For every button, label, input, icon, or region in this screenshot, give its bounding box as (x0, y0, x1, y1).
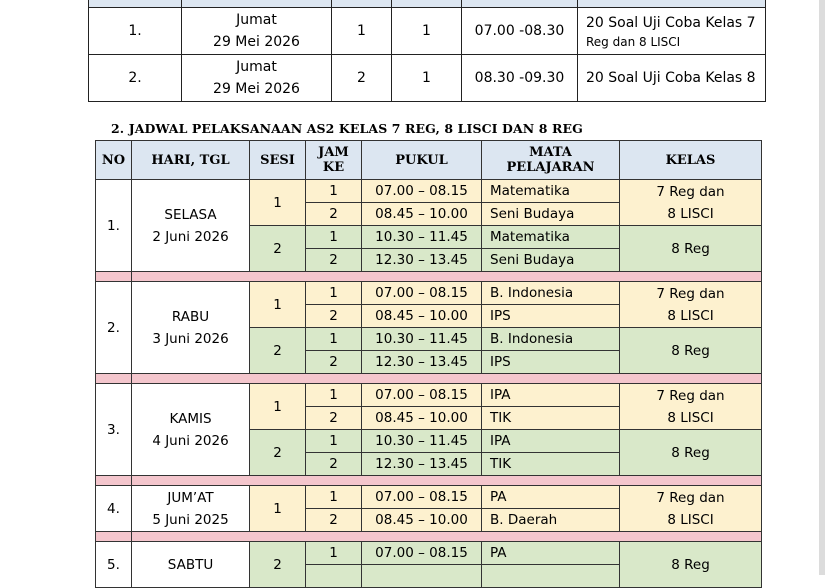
cell-kelas (620, 226, 762, 272)
cell-kelas (620, 486, 762, 532)
table-row (96, 282, 762, 305)
hari-date: 4 Juni 2026 (152, 432, 229, 449)
mapel-line: 20 Soal Uji Coba Kelas 7 (586, 15, 756, 31)
cell-pukul: 07.00 – 08.15 (362, 384, 482, 407)
hari-date: 2 Juni 2026 (152, 228, 229, 245)
header-pukul: PUKUL (362, 141, 482, 180)
top-schedule-table (88, 0, 766, 102)
tgl-line: 29 Mei 2026 (213, 34, 300, 50)
cell-pukul: 10.30 – 11.45 (362, 430, 482, 453)
table-row (89, 55, 766, 102)
cell-pukul: 12.30 – 13.45 (362, 453, 482, 476)
cell-kelas (620, 542, 762, 588)
kelas-line: 7 Reg dan (656, 387, 725, 404)
separator-cell (96, 532, 132, 542)
cell-no: 3. (96, 384, 132, 476)
hari-line: Jumat (236, 12, 277, 28)
tgl-line: 29 Mei 2026 (213, 81, 300, 97)
kelas-line: 8 Reg (671, 240, 710, 257)
cell-sesi: 2 (332, 55, 392, 102)
cell-jam: 1 (392, 8, 462, 55)
cell-mapel: TIK (482, 453, 620, 476)
kelas-line: 8 Reg (671, 556, 710, 573)
cell-jam: 2 (306, 351, 362, 374)
cell-sesi: 1 (250, 180, 306, 226)
cell-pukul: 12.30 – 13.45 (362, 249, 482, 272)
cell-pukul: 08.45 – 10.00 (362, 509, 482, 532)
header-mapel (482, 141, 620, 180)
cell-mapel: IPS (482, 351, 620, 374)
cell-kelas (620, 328, 762, 374)
cell-mapel: Seni Budaya (482, 249, 620, 272)
cell-jam (306, 565, 362, 588)
cell-mapel: PA (482, 542, 620, 565)
kelas-line: 8 LISCI (667, 307, 714, 324)
cell-mapel: TIK (482, 407, 620, 430)
kelas-line: 7 Reg dan (656, 183, 725, 200)
cell-jam: 2 (306, 203, 362, 226)
table-row (96, 180, 762, 203)
kelas-line: 8 Reg (671, 444, 710, 461)
cell-mapel: Seni Budaya (482, 203, 620, 226)
cell-pukul: 07.00 – 08.15 (362, 486, 482, 509)
cell-jam: 2 (306, 305, 362, 328)
hari-name: SELASA (164, 206, 217, 223)
cell-jam: 1 (306, 282, 362, 305)
separator-cell (132, 532, 762, 542)
cell-mapel: PA (482, 486, 620, 509)
cell-hari (132, 282, 250, 374)
day-separator-row (96, 272, 762, 282)
cell-mapel (482, 565, 620, 588)
kelas-line: 8 LISCI (667, 511, 714, 528)
cell-jam: 1 (306, 384, 362, 407)
separator-cell (96, 374, 132, 384)
hari-name: RABU (171, 308, 210, 325)
hari-date: 5 Juni 2025 (152, 511, 229, 528)
cell-pukul: 08.45 – 10.00 (362, 203, 482, 226)
top-table-header-row (89, 0, 766, 8)
header-kelas: KELAS (620, 141, 762, 180)
kelas-line: 8 Reg (671, 342, 710, 359)
header-jam-line: JAM (318, 145, 349, 160)
cell-jam: 1 (306, 226, 362, 249)
kelas-line: 8 LISCI (667, 409, 714, 426)
cell-hari (182, 8, 332, 55)
cell-sesi: 1 (250, 282, 306, 328)
kelas-line: 8 LISCI (667, 205, 714, 222)
cell-pukul: 08.45 – 10.00 (362, 407, 482, 430)
cell-sesi: 1 (332, 8, 392, 55)
table-row (96, 384, 762, 407)
separator-cell (96, 476, 132, 486)
hari-line: Jumat (236, 59, 277, 75)
separator-cell (132, 374, 762, 384)
cell-hari (182, 55, 332, 102)
day-separator-row (96, 476, 762, 486)
cell-sesi: 2 (250, 430, 306, 476)
header-sesi: SESI (250, 141, 306, 180)
cell-pukul: 07.00 -08.30 (462, 8, 578, 55)
cell-jam: 2 (306, 453, 362, 476)
hari-name: JUM’AT (167, 489, 214, 506)
cell-kelas (620, 282, 762, 328)
cell-jam: 1 (306, 542, 362, 565)
cell-pukul: 07.00 – 08.15 (362, 180, 482, 203)
cell-mapel: Matematika (482, 226, 620, 249)
cell-pukul: 07.00 – 08.15 (362, 542, 482, 565)
header-mapel-line: MATA (529, 145, 572, 160)
hari-name: KAMIS (169, 410, 212, 427)
separator-cell (132, 476, 762, 486)
header-no: NO (96, 141, 132, 180)
hari-name: SABTU (167, 556, 214, 573)
cell-jam: 1 (306, 180, 362, 203)
cell-sesi: 2 (250, 328, 306, 374)
cell-sesi: 1 (250, 486, 306, 532)
cell-no: 4. (96, 486, 132, 532)
cell-jam: 1 (306, 430, 362, 453)
cell-hari (132, 542, 250, 588)
header-mapel-line: PELAJARAN (506, 160, 595, 175)
cell-kelas (620, 384, 762, 430)
table-header-row (96, 141, 762, 180)
cell-hari (132, 384, 250, 476)
cell-no: 2. (89, 55, 182, 102)
cell-sesi: 2 (250, 542, 306, 588)
cell-jam: 2 (306, 509, 362, 532)
cell-kelas (620, 430, 762, 476)
day-separator-row (96, 532, 762, 542)
cell-jam: 2 (306, 407, 362, 430)
header-jam-line: KE (322, 160, 345, 175)
cell-pukul (362, 565, 482, 588)
cell-mapel: 20 Soal Uji Coba Kelas 8 (578, 55, 766, 102)
cell-mapel: Matematika (482, 180, 620, 203)
hari-date: 3 Juni 2026 (152, 330, 229, 347)
header-jam (306, 141, 362, 180)
cell-mapel: B. Indonesia (482, 328, 620, 351)
cell-mapel: IPA (482, 430, 620, 453)
cell-mapel: B. Indonesia (482, 282, 620, 305)
cell-pukul: 10.30 – 11.45 (362, 226, 482, 249)
cell-mapel: IPA (482, 384, 620, 407)
table-row (96, 486, 762, 509)
cell-sesi: 2 (250, 226, 306, 272)
cell-mapel: B. Daerah (482, 509, 620, 532)
table-row (89, 8, 766, 55)
section-heading: 2. JADWAL PELAKSANAAN AS2 KELAS 7 REG, 8 LISCI DAN 8 REG (111, 121, 583, 136)
cell-no: 5. (96, 542, 132, 588)
cell-jam: 1 (306, 486, 362, 509)
cell-mapel: IPS (482, 305, 620, 328)
cell-jam: 1 (392, 55, 462, 102)
cell-kelas (620, 180, 762, 226)
cell-hari (132, 486, 250, 532)
cell-pukul: 08.30 -09.30 (462, 55, 578, 102)
header-hari: HARI, TGL (132, 141, 250, 180)
cell-pukul: 10.30 – 11.45 (362, 328, 482, 351)
cell-sesi: 1 (250, 384, 306, 430)
kelas-line: 7 Reg dan (656, 285, 725, 302)
cell-pukul: 12.30 – 13.45 (362, 351, 482, 374)
cell-jam: 1 (306, 328, 362, 351)
cell-pukul: 08.45 – 10.00 (362, 305, 482, 328)
cell-hari (132, 180, 250, 272)
table-row (96, 542, 762, 565)
cell-no: 2. (96, 282, 132, 374)
cell-no: 1. (96, 180, 132, 272)
cell-no: 1. (89, 8, 182, 55)
mapel-line: Reg dan 8 LISCI (586, 35, 681, 49)
schedule-table (95, 140, 762, 588)
kelas-line: 7 Reg dan (656, 489, 725, 506)
cell-mapel (578, 8, 766, 55)
page-edge (819, 0, 825, 575)
separator-cell (96, 272, 132, 282)
day-separator-row (96, 374, 762, 384)
cell-pukul: 07.00 – 08.15 (362, 282, 482, 305)
separator-cell (132, 272, 762, 282)
cell-jam: 2 (306, 249, 362, 272)
